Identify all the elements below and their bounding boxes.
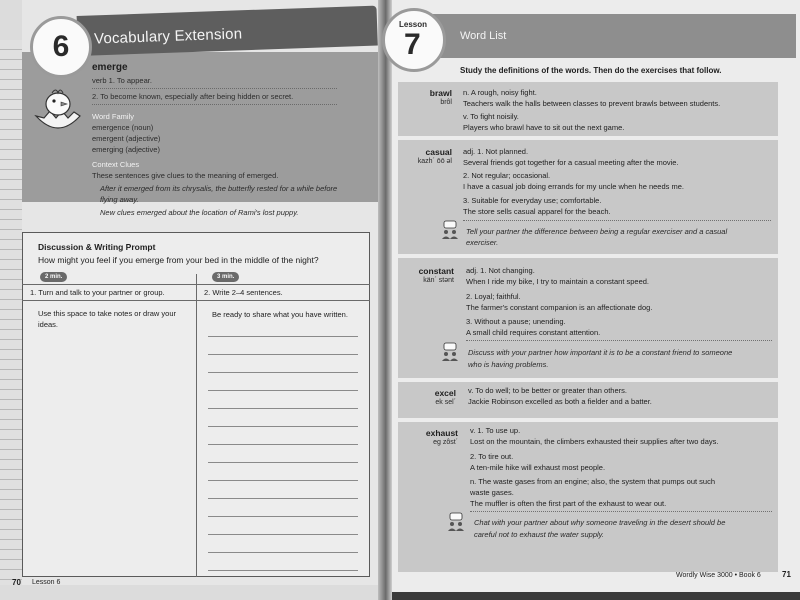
writing-line[interactable] [208, 408, 358, 409]
talk-partner-icon [440, 342, 460, 362]
word-family-label: Word Family [92, 112, 134, 121]
writing-line[interactable] [208, 390, 358, 391]
footer-lesson-left: Lesson 6 [32, 579, 61, 586]
example-sentence: Players who brawl have to sit out the next game. [463, 123, 625, 132]
writing-line[interactable] [208, 444, 358, 445]
instructions: Study the definitions of the words. Then do the exercises that follow. [460, 66, 722, 75]
definition: 2. Not regular; occasional. [463, 171, 551, 180]
footer-book-title: Wordly Wise 3000 • Book 6 [676, 572, 761, 579]
example-sentence: The muffler is often the first part of the exhaust to wear out. [470, 499, 667, 508]
lesson-label: Lesson [399, 20, 428, 29]
definition: adj. 1. Not planned. [463, 147, 529, 156]
example-sentence: Lost on the mountain, the climbers exhausted their supplies after two days. [470, 437, 719, 446]
writing-line[interactable] [208, 480, 358, 481]
divider [92, 88, 337, 89]
example-sentence: When I ride my bike, I try to maintain a constant speed. [466, 277, 650, 286]
entry-word: constant [418, 266, 454, 276]
definition: n. A rough, noisy fight. [463, 88, 537, 97]
example-sentence: The farmer's constant companion is an affectionate dog. [466, 303, 653, 312]
writing-line[interactable] [208, 516, 358, 517]
entry-word: excel [434, 388, 456, 398]
word-family-item: emergent (adjective) [92, 134, 161, 143]
context-sentence: New clues emerged about the location of Rami's lost puppy. [100, 208, 299, 217]
page-number-left: 70 [12, 578, 21, 587]
definition: v. To fight noisily. [463, 112, 519, 121]
definition: adj. 1. Not changing. [466, 266, 535, 275]
example-sentence: Jackie Robinson excelled as both a fielder and a batter. [468, 397, 652, 406]
divider [92, 104, 337, 105]
context-clues-intro: These sentences give clues to the meaning of emerged. [92, 171, 279, 180]
definition: 2. To tire out. [470, 452, 514, 461]
talk-prompt: Discuss with your partner how important it is to be a constant friend to someone [468, 348, 733, 357]
talk-prompt: who is having problems. [468, 360, 549, 369]
lesson-6-badge: 6 [30, 16, 92, 78]
writing-line[interactable] [208, 552, 358, 553]
context-clues-label: Context Clues [92, 160, 140, 169]
talk-prompt: exerciser. [466, 238, 499, 247]
definition-1: verb 1. To appear. [92, 76, 152, 85]
writing-line[interactable] [208, 372, 358, 373]
entry-pronunciation: brôl [440, 99, 452, 106]
talk-prompt: Tell your partner the difference between being a regular exerciser and a casual [466, 227, 728, 236]
example-sentence: The store sells casual apparel for the beach. [463, 207, 611, 216]
entry-word: brawl [429, 88, 452, 98]
time-badge-2: 3 min. [212, 272, 239, 282]
context-sentence: flying away. [100, 195, 139, 204]
entry-pronunciation: ek sel´ [435, 399, 456, 406]
definition: waste gases. [470, 488, 514, 497]
writing-line[interactable] [208, 462, 358, 463]
time-badge-1: 2 min. [40, 272, 67, 282]
context-sentence: After it emerged from its chrysalis, the butterfly rested for a while before [100, 184, 338, 193]
divider [463, 220, 771, 221]
vocab-title: Vocabulary Extension [93, 25, 243, 48]
example-sentence: A small child requires constant attention. [466, 328, 601, 337]
example-sentence: Teachers walk the halls between classes to prevent brawls between students. [463, 99, 721, 108]
writing-line[interactable] [208, 570, 358, 571]
definition: 3. Suitable for everyday use; comfortable. [463, 196, 602, 205]
definition: 3. Without a pause; unending. [466, 317, 566, 326]
example-sentence: I have a casual job doing errands for my uncle when he needs me. [463, 182, 684, 191]
column-divider [196, 274, 197, 577]
word-family-item: emerging (adjective) [92, 145, 160, 154]
entry-pronunciation: kän´ stənt [423, 277, 454, 284]
prompt-title: Discussion & Writing Prompt [38, 242, 156, 252]
lesson-number: 7 [404, 28, 421, 61]
step-2: 2. Write 2–4 sentences. [204, 288, 283, 297]
entry-pronunciation: kazh´ ōō əl [417, 158, 452, 165]
hatching-chick-icon [30, 82, 86, 138]
divider [470, 511, 772, 512]
book-spine [378, 0, 392, 600]
divider [466, 340, 772, 341]
definition-2: 2. To become known, especially after being hidden or secret. [92, 92, 294, 101]
writing-line[interactable] [208, 336, 358, 337]
writing-line[interactable] [208, 354, 358, 355]
talk-prompt: careful not to exhaust the water supply. [474, 530, 604, 539]
page-number-right: 71 [782, 570, 791, 579]
definition: v. 1. To use up. [470, 426, 521, 435]
ruled-margin [0, 40, 22, 585]
definition: v. To do well; to be better or greater than others. [468, 386, 627, 395]
talk-partner-icon [446, 512, 466, 532]
writing-line[interactable] [208, 498, 358, 499]
step-1: 1. Turn and talk to your partner or group. [30, 288, 165, 297]
share-hint: Be ready to share what you have written. [212, 310, 348, 319]
prompt-question: How might you feel if you emerge from your bed in the middle of the night? [38, 255, 319, 265]
word-family-item: emergence (noun) [92, 123, 154, 132]
entry-pronunciation: eg zôst´ [433, 439, 458, 446]
notes-hint: Use this space to take notes or draw your ideas. [38, 309, 176, 329]
entry-word: exhaust [425, 428, 458, 438]
example-sentence: Several friends got together for a casual meeting after the movie. [463, 158, 679, 167]
example-sentence: A ten-mile hike will exhaust most people. [470, 463, 606, 472]
talk-prompt: Chat with your partner about why someone traveling in the desert should be [474, 518, 726, 527]
writing-line[interactable] [208, 534, 358, 535]
word-list-title: Word List [460, 30, 507, 42]
definition: 2. Loyal; faithful. [466, 292, 521, 301]
definition: n. The waste gases from an engine; also, the system that pumps out such [470, 477, 715, 486]
entry-word: casual [425, 147, 452, 157]
writing-line[interactable] [208, 426, 358, 427]
talk-partner-icon [440, 220, 460, 240]
headword: emerge [92, 62, 128, 73]
